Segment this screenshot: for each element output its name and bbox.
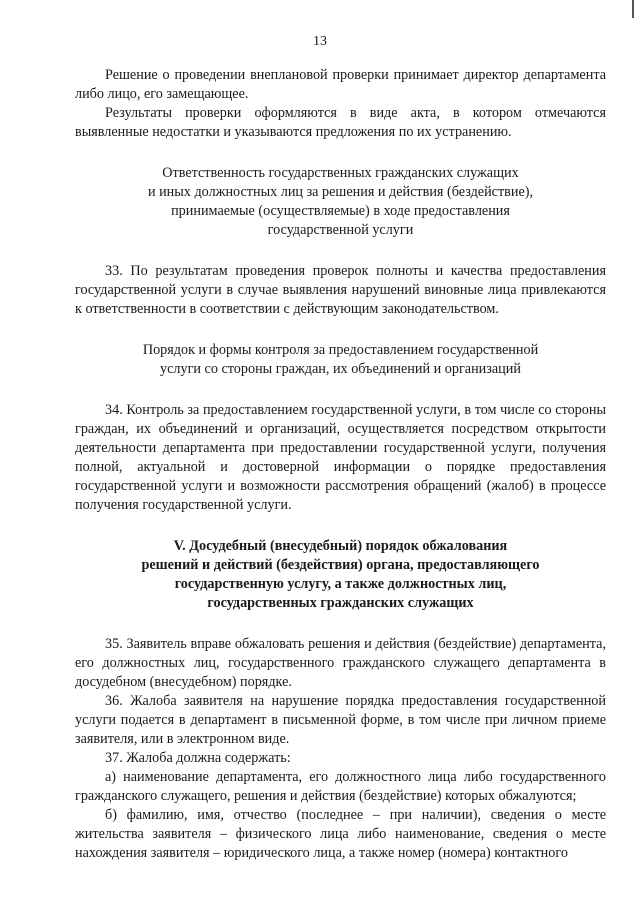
heading-control-forms: [75, 341, 606, 379]
heading-responsibility: [75, 164, 606, 240]
paragraph-33: 33. По результатам проведения проверок полноты и качества предоставления государственной услуги в случае выявления нарушений виновные лица привлекаются к ответственности в соответствии с действующим законодательством.: [75, 263, 606, 317]
paragraph-37-b: б) фамилию, имя, отчество (последнее – при наличии), сведения о месте жительства заявителя – физического лица либо наименование, сведения о месте нахождения заявителя – юридического лица, а также номер (номера) контактного: [75, 807, 606, 861]
heading-line: принимаемые (осуществляемые) в ходе предоставления: [171, 203, 510, 219]
heading-line: V. Досудебный (внесудебный) порядок обжалования: [173, 538, 508, 554]
scan-mark: [632, 0, 634, 18]
heading-line: государственных гражданских служащих: [207, 595, 474, 611]
paragraph-35: 35. Заявитель вправе обжаловать решения и действия (бездействие) департамента, его должностных лиц, государственного гражданского служащего департамента в досудебном (внесудебном) порядке.: [75, 636, 606, 690]
heading-line: решений и действий (бездействия) органа, предоставляющего: [141, 557, 540, 573]
heading-line: государственной услуги: [267, 222, 414, 238]
paragraph-37-a: а) наименование департамента, его должностного лица либо государственного гражданского служащего, решения и действия (бездействие) которых обжалуются;: [75, 769, 606, 804]
paragraph-34: 34. Контроль за предоставлением государственной услуги, в том числе со стороны граждан, их объединений и организаций, осуществляется посредством открытости деятельности департамента при предоставлении государственной услуги, получения полной, актуальной и достоверной информации о порядке предоставления государственной услуги и возможности рассмотрения обращений (жалоб) в процессе получения государственной услуги.: [75, 402, 606, 513]
paragraph-37: 37. Жалоба должна содержать:: [105, 750, 291, 766]
heading-line: Порядок и формы контроля за предоставлением государственной: [142, 342, 539, 358]
heading-section-v: [75, 537, 606, 613]
page-number: 13: [313, 34, 327, 49]
heading-line: услуги со стороны граждан, их объединений и организаций: [160, 361, 521, 377]
paragraph-inspection-results: Результаты проверки оформляются в виде акта, в котором отмечаются выявленные недостатки и указываются предложения по их устранению.: [75, 105, 606, 140]
paragraph-unscheduled-inspection: Решение о проведении внеплановой проверки принимает директор департамента либо лицо, его замещающее.: [75, 67, 606, 102]
heading-line: государственную услугу, а также должностных лиц,: [174, 576, 507, 592]
heading-line: и иных должностных лиц за решения и действия (бездействие),: [147, 184, 534, 200]
paragraph-36: 36. Жалоба заявителя на нарушение порядка предоставления государственной услуги подается в департамент в письменной форме, в том числе при личном приеме заявителя, или в электронном виде.: [75, 693, 606, 747]
heading-line: Ответственность государственных гражданских служащих: [162, 165, 519, 181]
document-body: [75, 66, 606, 863]
